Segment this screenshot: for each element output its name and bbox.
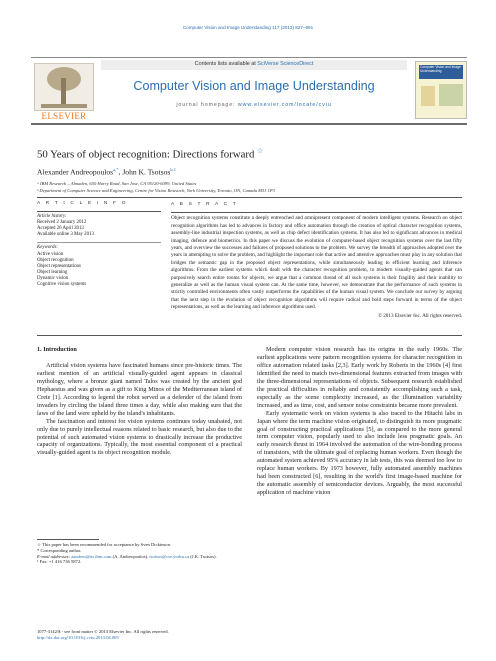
keyword: Dynamic vision [37,275,69,281]
author-marks: a,* [113,167,119,172]
section-heading: 1. Introduction [37,346,77,353]
journal-homepage [101,102,407,108]
footnote: ☆ This paper has been recommended for acceptance by Sven Dickinson. [37,542,172,547]
article-info-heading: A R T I C L E I N F O [37,201,128,206]
email-link[interactable]: tsotsos@cse.yorku.ca [149,553,190,559]
journal-title: Computer Vision and Image Understanding [133,79,375,93]
abstract [171,201,462,320]
footnote-rule [37,539,99,540]
abstract-rule [37,335,462,336]
homepage-link[interactable]: www.elsevier.com/locate/cviu [237,102,332,108]
history-item: Available online 3 May 2013 [37,232,94,238]
abstract-heading: A B S T R A C T [171,202,238,207]
footnote: * Corresponding author. [37,547,82,553]
affiliation-a: ᵃ IBM Research – Almaden, 650 Harry Road, San Jose, CA 95120-6099, United States [37,181,197,186]
intro-right-column [257,346,462,497]
abstract-text: Object recognition systems constitute a deeply entrenched and omnipresent component of modern intelligent systems. Research on object recognition algorithms has led to advances in factory and office automation through the creation of optical character recognition systems, assembly-line industrial inspection systems, as well as chip defect identification systems. It has also led to significant advances in medical imaging, defence and biometrics. In this paper we discuss the evolution of computer-based object recognition systems over the last fifty years, and overview the successes and failures of proposed solutions to the problem. We survey the breadth of approaches adopted over the years in attempting to solve the problem, and highlight the important role that active and attentive approaches must play in any solution that bridges the semantic gap in the proposed object representations, while simultaneously leading to efficient learning and inference algorithms. From the earliest systems which dealt with the character recognition problem, to modern visually-guided agents that can purposively search entire rooms for objects, we argue that a common thread of all such systems is their fragility and their inability to generalize as well as the human visual system can. At the same time, however, we demonstrate that the performance of such systems in strictly controlled environments often vastly outperforms the capabilities of the human visual system. We conclude our survey by arguing that the next step in the evolution of object recognition algorithms will require radical and bold steps forward in terms of the object representations, as well as the learning and inference algorithms used. [171,215,462,311]
sciencedirect-link[interactable]: SciVerse ScienceDirect [257,61,314,67]
intro-left-column [37,346,242,457]
author-name[interactable]: Alexander Andreopoulos [37,167,114,177]
history-label: Article history: [37,214,67,220]
affiliation-b: ᵇ Department of Computer Science and Engineering, Centre for Vision Research, York University, Toronto, ON, Canada M3J 1P3 [37,188,275,193]
email-label: E-mail addresses: [37,553,72,559]
author-list [37,167,176,177]
body-paragraph: Modern computer vision research has its origins in the early 1960s. The earliest applications were pattern recognition systems for character recognition in office automation related tasks [2,3]. Early work by Roberts in the 1960s [4] first identified the need to match two-dimensional features extracted from images with the three-dimensional representations of objects. Subsequent research established the practical difficulties in reliably and consistently accomplishing such a task, especially as the scene complexity increased, as the illumination variability increased, and as time, cost, and sensor noise constraints became more prevalent. [257,346,462,409]
author-name[interactable]: John K. Tsotsos [122,167,171,177]
email-owner: (J.K. Tsotsos). [189,553,217,559]
contents-availability [101,61,407,67]
journal-masthead [31,57,467,125]
abstract-copyright: © 2013 Elsevier Inc. All rights reserved. [377,312,462,319]
body-paragraph: The fascination and interest for vision systems continues today unabated, not only due to purely intellectual reasons related to basic research, but also due to the potential of such automated vision systems to drastically increase the productive capacity of organizations. Typically, the most essential component of a practical visually-guided agent is its object recognition module. [37,417,242,457]
keywords-label: Keywords: [37,245,59,251]
keyword: Object representations [37,263,81,269]
title-footnote-star-icon[interactable]: ☆ [257,147,264,155]
cover-title: Computer Vision and Image Understanding [420,65,461,73]
publisher-logo-text: ELSEVIER [41,111,87,121]
elsevier-tree-logo [34,63,94,111]
footnote: ¹ Fax: +1 416 736 5872. [37,559,82,565]
article-title-text: 50 Years of object recognition: Directions forward [37,148,255,161]
keyword: Object learning [37,269,68,275]
email-owner: (A. Andreopoulos), [111,553,150,559]
author-marks: b,1 [170,167,177,172]
email-link[interactable]: aandreo@us.ibm.com [71,553,112,559]
article-title [37,147,263,161]
header-rule [37,197,462,198]
footnotes [37,542,242,565]
contents-prefix: Contents lists available at [194,61,258,67]
running-header: Computer Vision and Image Understanding 117 (2013) 827–891 [182,25,314,30]
body-paragraph: Artificial vision systems have fascinated humans since pre-historic times. The earliest mention of an artificial visually-guided agent appears in classical mythology, where a bronze giant named Talos was created by the ancient god Hephaestus and was given as a gift to King Minos of the Mediterranean island of Crete [1]. According to legend the robot served as a defender of the island from invaders by circling the island three times a day, while also making sure that the laws of the land were upheld by the island's inhabitants. [37,361,242,417]
body-paragraph: Early systematic work on vision systems is also traced to the Hitachi labs in Japan where the term machine vision originated, to distinguish its more pragmatic goal of constructing practical applications [5], as compared to the more general term computer vision, popularly used to also include less pragmatic goals. An early research thrust in 1964 involved the automation of the wire-bonding process of transistors, with the ultimate goal of replacing human workers. Even though the automated system achieved 95% accuracy in lab tests, this was deemed too low to replace human workers. By 1973 however, fully automated assembly machines had been constructed [6], resulting in the world's first image-based machine for the automatic assembly of semiconductor devices. Arguably, the most successful application of machine vision [257,409,462,497]
keyword: Active vision [37,251,64,257]
history-item: Accepted 26 April 2013 [37,226,84,232]
history-item: Received 2 January 2012 [37,220,87,226]
keyword: Object recognition [37,257,74,263]
issn-line: 1077-3142/$ - see front matter © 2013 Elsevier Inc. All rights reserved. [37,629,169,634]
keyword: Cognitive vision systems [37,282,87,288]
issn-doi-block [37,629,287,641]
journal-cover-thumbnail [415,61,467,119]
author-separator: , [118,167,123,177]
homepage-prefix: journal homepage: [176,102,238,108]
article-info [37,201,161,288]
doi-link[interactable]: http://dx.doi.org/10.1016/j.cviu.2013.04.005 [37,634,119,640]
